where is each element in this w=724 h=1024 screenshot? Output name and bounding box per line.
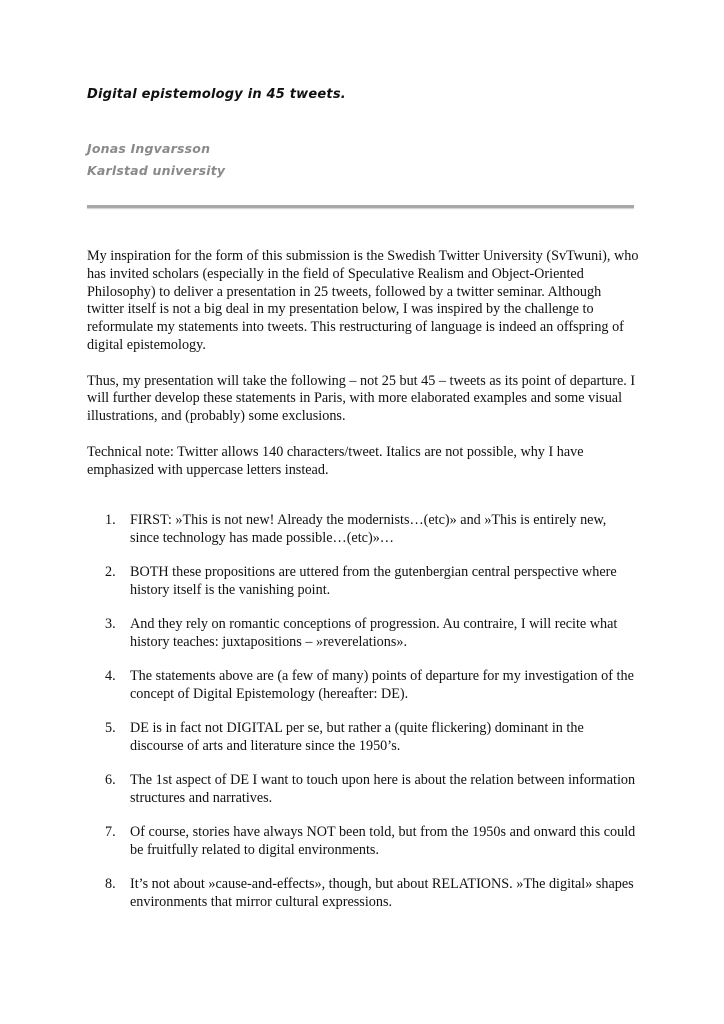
list-item [87, 876, 639, 912]
list-item-text: The 1st aspect of DE I want to touch upon here is about the relation between information structures and narratives. [130, 771, 636, 806]
list-item [87, 824, 639, 860]
list-item-number: 8. [105, 875, 116, 892]
list-item [87, 720, 639, 756]
list-item [87, 512, 639, 548]
author-affiliation: Karlstad university [87, 163, 226, 178]
paragraph: Technical note: Twitter allows 140 characters/tweet. Italics are not possible, why I have emphasized with uppercase letters instead. [87, 443, 584, 478]
list-item-number: 2. [105, 563, 116, 580]
list-item [87, 616, 639, 652]
list-item-text: BOTH these propositions are uttered from the gutenbergian central perspective where history itself is the vanishing point. [130, 563, 617, 598]
list-item-text: It’s not about »cause-and-effects», though, but about RELATIONS. »The digital» shapes environments that mirror cultural expressions. [130, 875, 634, 910]
list-item-text: The statements above are (a few of many) points of departure for my investigation of the concept of Digital Epistemology (hereafter: DE). [130, 667, 634, 702]
list-item-number: 3. [105, 615, 116, 632]
paragraph: Thus, my presentation will take the following – not 25 but 45 – tweets as its point of departure. I will further develop these statements in Paris, with more elaborated examples and some visual illustrations, and (probably) some exclusions. [87, 372, 636, 425]
list-item-text: FIRST: »This is not new! Already the modernists…(etc)» and »This is entirely new, since technology has made possible…(etc)»… [130, 512, 607, 546]
tweet-list [87, 512, 639, 928]
author-name: Jonas Ingvarsson [87, 141, 211, 156]
list-item-text: DE is in fact not DIGITAL per se, but rather a (quite flickering) dominant in the discourse of arts and literature since the 1950’s. [130, 719, 584, 754]
list-item [87, 564, 639, 600]
author-block [87, 138, 225, 182]
list-item-number: 6. [105, 771, 116, 788]
list-item [87, 668, 639, 704]
paragraph: My inspiration for the form of this submission is the Swedish Twitter University (SvTwuni), who has invited scholars (especially in the field of Speculative Realism and Object-Oriented Philosophy) to deliver a presentation in 25 tweets, followed by a twitter seminar. Although twitter itself is not a big deal in my presentation below, I was inspired by the challenge to reformulate my statements into tweets. This restructuring of language is indeed an offspring of digital epistemology. [87, 248, 639, 353]
list-item-text: And they rely on romantic conceptions of progression. Au contraire, I will recite what history teaches: juxtapositions – »reverelations». [130, 615, 618, 650]
list-item-number: 5. [105, 719, 116, 736]
document-title: Digital epistemology in 45 tweets. [87, 87, 346, 102]
list-item [87, 772, 639, 808]
list-item-number: 4. [105, 667, 116, 684]
horizontal-divider [87, 205, 634, 208]
list-item-number: 7. [105, 823, 116, 840]
list-item-number: 1. [105, 512, 116, 528]
intro-text [87, 248, 639, 497]
list-item-text: Of course, stories have always NOT been told, but from the 1950s and onward this could be fruitfully related to digital environments. [130, 823, 636, 858]
